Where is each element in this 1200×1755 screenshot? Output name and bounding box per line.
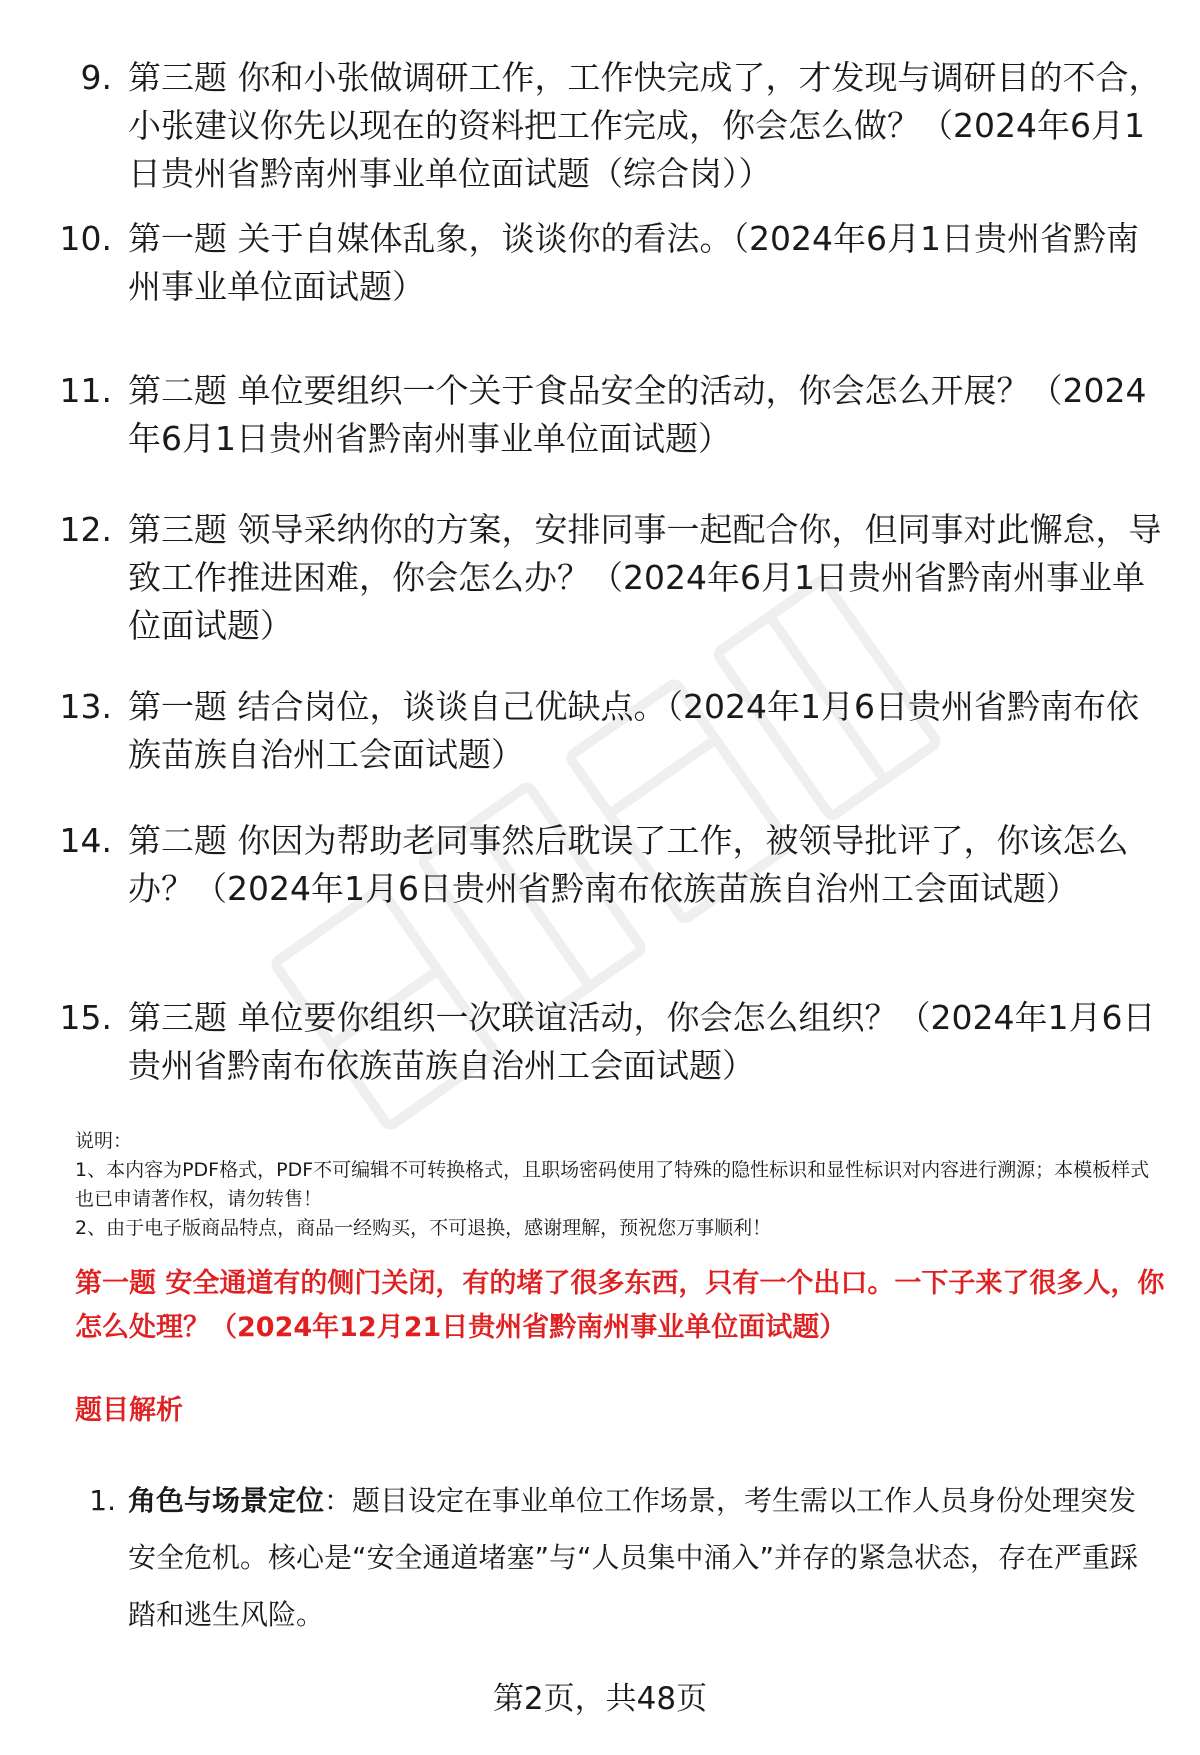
list-item-text: 第二题 单位要组织一个关于食品安全的活动，你会怎么开展？（2024年6月1日贵州省黔南州事业单位面试题） xyxy=(128,371,1147,458)
analysis-item-number: 1. xyxy=(89,1484,116,1517)
list-item-number: 11. xyxy=(59,371,112,410)
list-item-text: 第一题 结合岗位，谈谈自己优缺点。（2024年1月6日贵州省黔南布依族苗族自治州工会面试题） xyxy=(128,687,1139,774)
list-item-number: 10. xyxy=(59,219,112,258)
note-title: 说明： xyxy=(75,1130,133,1152)
disclaimer-note xyxy=(75,1127,1165,1243)
list-item-number: 12. xyxy=(59,510,112,549)
list-item-text: 第三题 你和小张做调研工作，工作快完成了，才发现与调研目的不合，小张建议你先以现在的资料把工作完成，你会怎么做？（2024年6月1日贵州省黔南州事业单位面试题（综合岗）） xyxy=(128,58,1162,193)
note-line-2: 2、由于电子版商品特点，商品一经购买，不可退换，感谢理解，预祝您万事顺利！ xyxy=(75,1217,772,1239)
list-item-number: 15. xyxy=(59,998,112,1037)
note-line-1: 1、本内容为PDF格式，PDF不可编辑不可转换格式，且职场密码使用了特殊的隐性标识和显性标识对内容进行溯源；本模板样式也已申请著作权，请勿转售！ xyxy=(75,1159,1150,1210)
list-item-number: 9. xyxy=(80,58,112,97)
analysis-item-colon: ： xyxy=(324,1484,353,1517)
page-number: 第2页，共48页 xyxy=(492,1681,708,1717)
analysis-heading: 题目解析 xyxy=(75,1395,183,1426)
featured-question: 第一题 安全通道有的侧门关闭，有的堵了很多东西，只有一个出口。一下子来了很多人，你怎么处理？（2024年12月21日贵州省黔南州事业单位面试题） xyxy=(75,1268,1165,1343)
list-item-number: 13. xyxy=(59,687,112,726)
analysis-item-body: 题目设定在事业单位工作场景，考生需以工作人员身份处理突发安全危机。核心是“安全通道堵塞”与“人员集中涌入”并存的紧急状态，存在严重踩踏和逃生风险。 xyxy=(128,1484,1139,1631)
list-item-text: 第一题 关于自媒体乱象，谈谈你的看法。（2024年6月1日贵州省黔南州事业单位面试题） xyxy=(128,219,1139,306)
analysis-item-label: 角色与场景定位 xyxy=(128,1484,325,1517)
list-item-number: 14. xyxy=(59,821,112,860)
list-item-text: 第三题 领导采纳你的方案，安排同事一起配合你，但同事对此懈怠，导致工作推进困难，你会怎么办？（2024年6月1日贵州省黔南州事业单位面试题） xyxy=(128,510,1162,645)
list-item-text: 第二题 你因为帮助老同事然后耽误了工作，被领导批评了，你该怎么办？（2024年1月6日贵州省黔南布依族苗族自治州工会面试题） xyxy=(128,821,1129,908)
analysis-item-text xyxy=(128,1472,1148,1643)
list-item-text: 第三题 单位要你组织一次联谊活动，你会怎么组织？（2024年1月6日贵州省黔南布依族苗族自治州工会面试题） xyxy=(128,998,1156,1085)
